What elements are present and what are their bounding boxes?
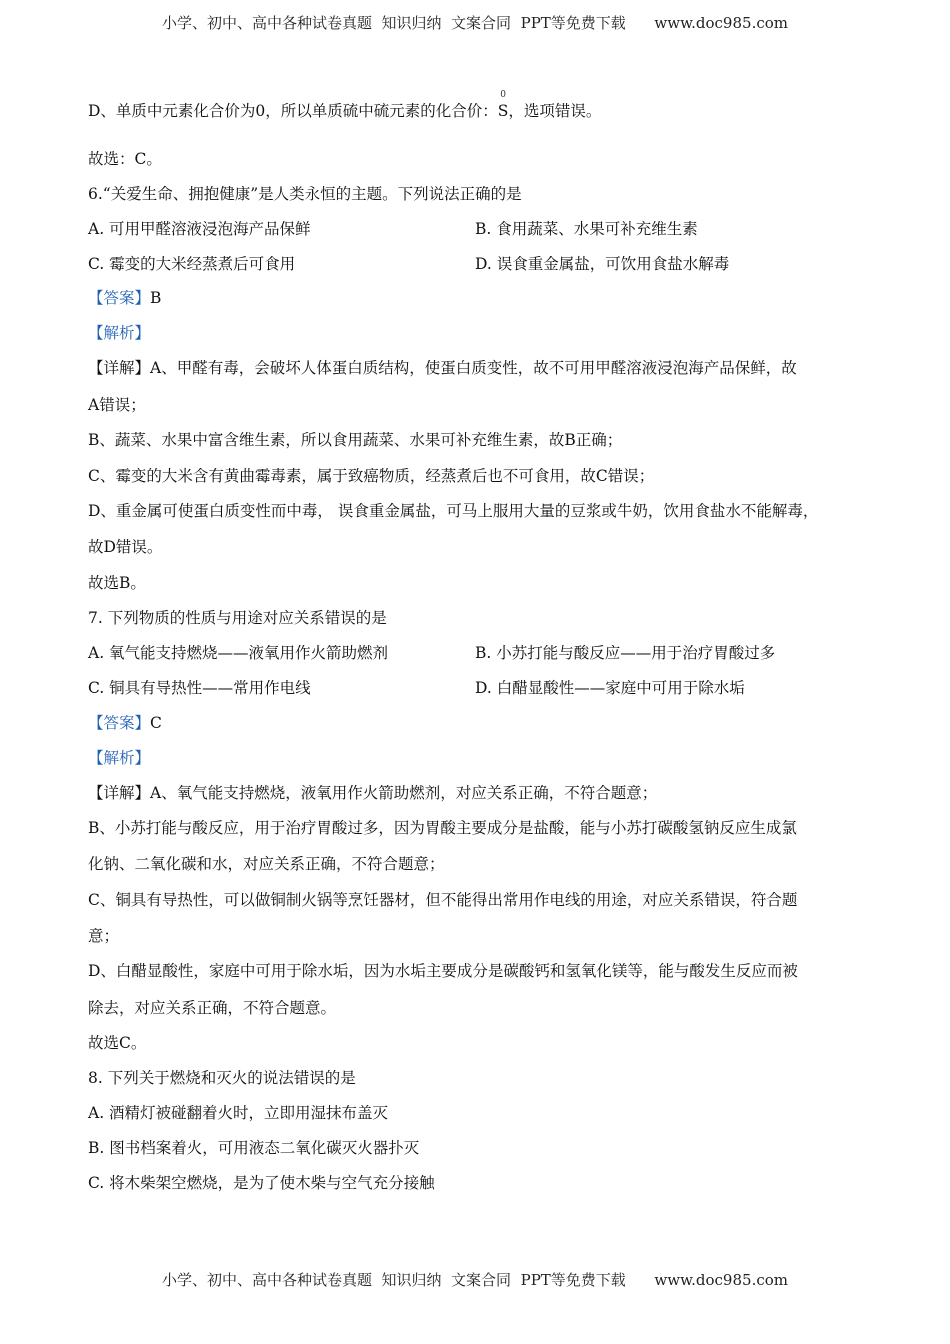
- q6-analysis-tag: 【解析】: [88, 324, 151, 342]
- page-header: 小学、初中、高中各种试卷真题 知识归纳 文案合同 PPT等免费下载 www.doc985.com: [161, 14, 788, 32]
- q8-option-c: C. 将木柴架空燃烧，是为了使木柴与空气充分接触: [88, 1174, 435, 1192]
- answer-value: B: [150, 289, 162, 307]
- detail-tag: 【详解】: [88, 784, 151, 802]
- q6-stem: 6.“关爱生命、拥抱健康”是人类永恒的主题。下列说法正确的是: [88, 185, 522, 203]
- page-footer: 小学、初中、高中各种试卷真题 知识归纳 文案合同 PPT等免费下载 www.doc985.com: [161, 1271, 788, 1289]
- q8-option-b: B. 图书档案着火，可用液态二氧化碳灭火器扑灭: [88, 1139, 420, 1157]
- q7-option-b: B. 小苏打能与酸反应——用于治疗胃酸过多: [475, 644, 776, 662]
- q7-stem: 7. 下列物质的性质与用途对应关系错误的是: [88, 609, 387, 627]
- q6-detail-line: D、重金属可使蛋白质变性而中毒， 误食重金属盐，可马上服用大量的豆浆或牛奶，饮用食盐水不能解毒，: [88, 502, 819, 520]
- prev-d-end: ，选项错误。: [508, 102, 602, 120]
- answer-tag: 【答案】: [88, 714, 151, 732]
- prev-conclusion: 故选：C。: [88, 150, 162, 168]
- detail-text: A、甲醛有毒，会破坏人体蛋白质结构，使蛋白质变性，故不可用甲醛溶液浸泡海产品保鲜，故: [150, 359, 797, 377]
- q6-detail-line: A错误；: [88, 396, 146, 414]
- q8-stem: 8. 下列关于燃烧和灭火的说法错误的是: [88, 1069, 356, 1087]
- q7-detail-line: 除去，对应关系正确，不符合题意。: [88, 999, 337, 1017]
- q7-analysis-tag: 【解析】: [88, 749, 151, 767]
- q7-detail-line: B、小苏打能与酸反应，用于治疗胃酸过多，因为胃酸主要成分是盐酸，能与小苏打碳酸氢钠反应生成氯: [88, 819, 797, 837]
- q6-option-c: C. 霉变的大米经蒸煮后可食用: [88, 255, 296, 273]
- q7-conclusion: 故选C。: [88, 1034, 147, 1052]
- q6-detail-line: 故D错误。: [88, 538, 163, 556]
- q6-detail-line: B、蔬菜、水果中富含维生素，所以食用蔬菜、水果可补充维生素，故B正确；: [88, 431, 623, 449]
- prev-option-d: [88, 90, 602, 120]
- prev-d-text: D、单质中元素化合价为0，所以单质硫中硫元素的化合价：: [88, 102, 498, 120]
- q6-detail-line: C、霉变的大米含有黄曲霉毒素，属于致癌物质，经蒸煮后也不可食用，故C错误；: [88, 467, 655, 485]
- q7-option-d: D. 白醋显酸性——家庭中可用于除水垢: [475, 679, 745, 697]
- q7-answer: [88, 716, 162, 732]
- valence-zero: 0: [500, 90, 506, 100]
- detail-text: A、氧气能支持燃烧，液氧用作火箭助燃剂，对应关系正确，不符合题意；: [150, 784, 658, 802]
- q7-detail-line: C、铜具有导热性，可以做铜制火锅等烹饪器材，但不能得出常用作电线的用途，对应关系错误，符合题: [88, 891, 798, 909]
- q8-option-a: A. 酒精灯被碰翻着火时，立即用湿抹布盖灭: [88, 1104, 389, 1122]
- q7-detail-line: [88, 786, 657, 802]
- q7-detail-line: 意；: [88, 927, 120, 945]
- answer-value: C: [150, 714, 162, 732]
- q6-conclusion: 故选B。: [88, 574, 146, 592]
- q6-answer: [88, 291, 161, 307]
- answer-tag: 【答案】: [88, 289, 151, 307]
- q6-detail-line: [88, 361, 797, 377]
- sulfur-valence: [497, 90, 509, 120]
- q6-option-a: A. 可用甲醛溶液浸泡海产品保鲜: [88, 220, 311, 238]
- sulfur-symbol: S: [497, 102, 509, 120]
- q7-detail-line: D、白醋显酸性，家庭中可用于除水垢，因为水垢主要成分是碳酸钙和氢氧化镁等，能与酸发生反应而被: [88, 962, 798, 980]
- q6-option-b: B. 食用蔬菜、水果可补充维生素: [475, 220, 698, 238]
- q7-detail-line: 化钠、二氧化碳和水，对应关系正确，不符合题意；: [88, 855, 445, 873]
- q6-option-d: D. 误食重金属盐，可饮用食盐水解毒: [475, 255, 730, 273]
- q7-option-c: C. 铜具有导热性——常用作电线: [88, 679, 311, 697]
- detail-tag: 【详解】: [88, 359, 151, 377]
- q7-option-a: A. 氧气能支持燃烧——液氧用作火箭助燃剂: [88, 644, 389, 662]
